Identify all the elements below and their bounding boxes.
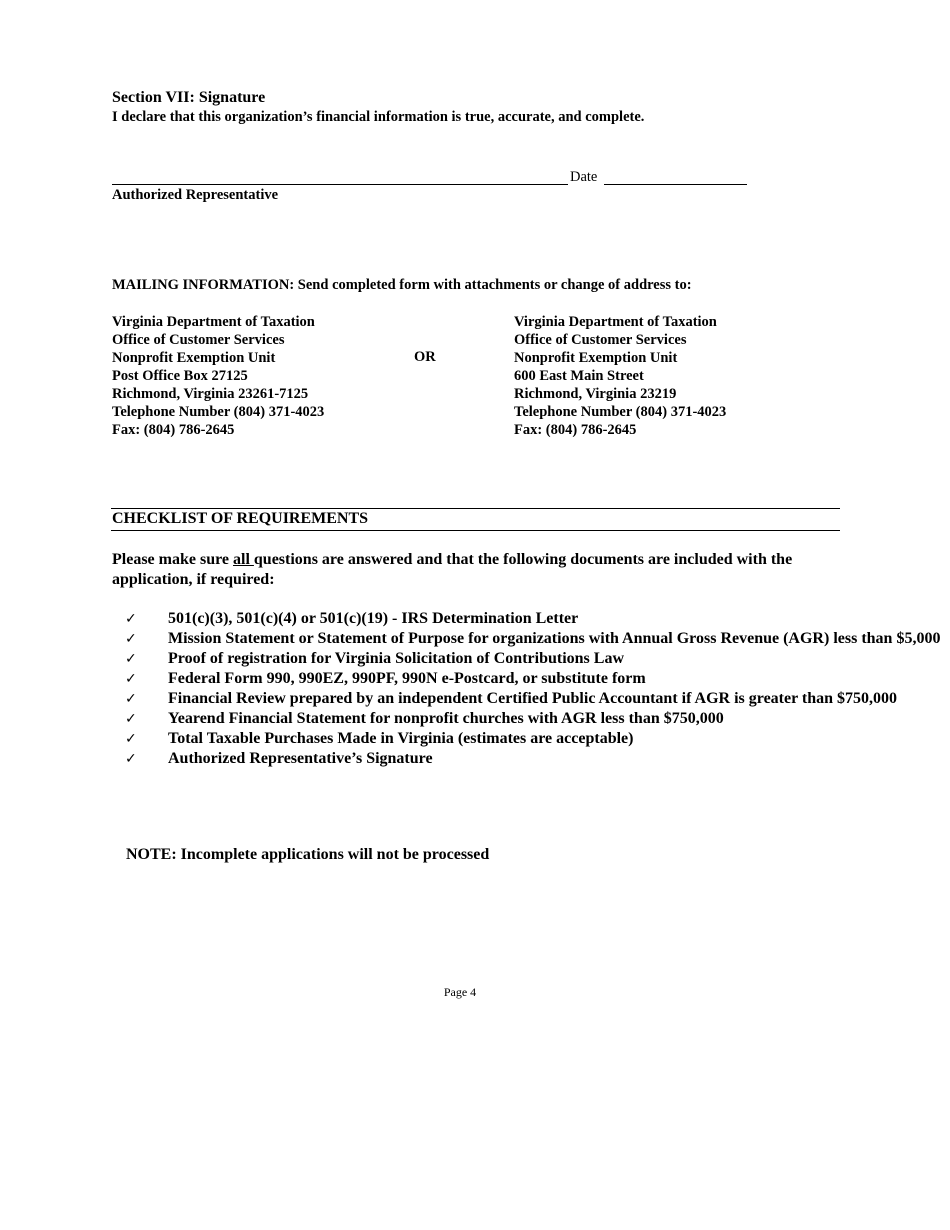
date-label: Date <box>570 169 598 185</box>
intro-text: Please make sure <box>112 551 234 568</box>
signature-line[interactable] <box>112 184 568 185</box>
intro-text: questions are answered and that the following documents are included with the application, if required: <box>112 551 793 588</box>
list-item <box>112 749 842 769</box>
date-line[interactable] <box>604 184 747 185</box>
checklist-item-text: Mission Statement or Statement of Purpose for organizations with Annual Gross Revenue (AGR) less than $5,000 <box>168 630 941 647</box>
checkmark-icon: ✓ <box>125 751 137 767</box>
incomplete-note: NOTE: Incomplete applications will not be processed <box>126 846 490 863</box>
address-line: Fax: (804) 786-2645 <box>514 422 637 438</box>
checklist-heading: CHECKLIST OF REQUIREMENTS <box>112 510 369 527</box>
checklist-item-text: Authorized Representative’s Signature <box>168 750 433 767</box>
checklist-intro <box>112 550 832 590</box>
address-line: Telephone Number (804) 371-4023 <box>514 404 727 420</box>
address-line: Nonprofit Exemption Unit <box>514 350 678 366</box>
checkmark-icon: ✓ <box>125 711 137 727</box>
address-line: Fax: (804) 786-2645 <box>112 422 235 438</box>
declaration-text: I declare that this organization’s financial information is true, accurate, and complete. <box>112 109 645 125</box>
list-item <box>112 689 898 709</box>
mailing-address-right <box>514 313 726 439</box>
address-line: Telephone Number (804) 371-4023 <box>112 404 325 420</box>
address-line: Richmond, Virginia 23219 <box>514 386 677 402</box>
checklist-item-text: Proof of registration for Virginia Solicitation of Contributions Law <box>168 650 624 667</box>
address-line: Post Office Box 27125 <box>112 368 248 384</box>
list-item <box>112 649 842 669</box>
checklist-item-text: Yearend Financial Statement for nonprofit churches with AGR less than $750,000 <box>168 710 724 727</box>
checkmark-icon: ✓ <box>125 671 137 687</box>
intro-emphasis: all <box>233 551 254 568</box>
list-item <box>112 629 941 649</box>
checkmark-icon: ✓ <box>125 631 137 647</box>
address-line: Virginia Department of Taxation <box>112 314 315 330</box>
checklist <box>112 609 941 769</box>
mailing-address-left <box>112 313 324 439</box>
list-item <box>112 669 842 689</box>
checklist-item-text: Financial Review prepared by an independent Certified Public Accountant if AGR is greater than $750,000 <box>168 690 898 707</box>
list-item <box>112 609 842 629</box>
checklist-item-text: 501(c)(3), 501(c)(4) or 501(c)(19) - IRS Determination Letter <box>168 610 579 627</box>
list-item <box>112 709 842 729</box>
address-separator: OR <box>414 349 436 365</box>
address-line: Office of Customer Services <box>112 332 285 348</box>
section-title: Section VII: Signature <box>112 89 266 106</box>
checkmark-icon: ✓ <box>125 691 137 707</box>
signer-label: Authorized Representative <box>112 187 279 203</box>
address-line: Richmond, Virginia 23261-7125 <box>112 386 309 402</box>
checkmark-icon: ✓ <box>125 611 137 627</box>
mailing-heading: MAILING INFORMATION: Send completed form with attachments or change of address to: <box>112 277 692 293</box>
checklist-item-text: Federal Form 990, 990EZ, 990PF, 990N e-Postcard, or substitute form <box>168 670 646 687</box>
checkmark-icon: ✓ <box>125 731 137 747</box>
page-number: Page 4 <box>443 985 477 999</box>
address-line: Virginia Department of Taxation <box>514 314 717 330</box>
list-item <box>112 729 842 749</box>
address-line: Nonprofit Exemption Unit <box>112 350 276 366</box>
checkmark-icon: ✓ <box>125 651 137 667</box>
address-line: Office of Customer Services <box>514 332 687 348</box>
address-line: 600 East Main Street <box>514 368 644 384</box>
checklist-item-text: Total Taxable Purchases Made in Virginia (estimates are acceptable) <box>168 730 634 747</box>
